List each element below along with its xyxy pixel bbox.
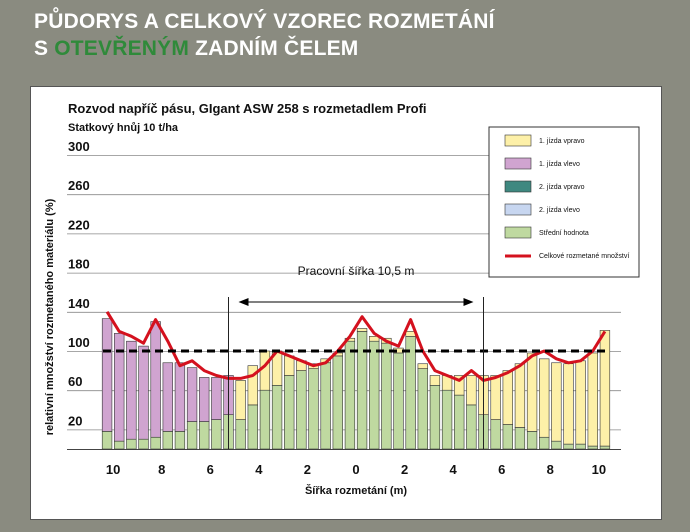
bar-jizda1_vpravo <box>357 328 367 331</box>
bar-stredni <box>600 446 610 449</box>
x-tick-label: 2 <box>303 462 312 477</box>
arrow-left-head <box>239 298 249 306</box>
chart-title: Rozvod napříč pásu, GIgant ASW 258 s rozmetadlem Profi <box>68 101 427 116</box>
bar-jizda1_vpravo <box>503 371 513 425</box>
y-tick-label: 140 <box>68 295 90 311</box>
x-tick-label: 10 <box>591 462 607 477</box>
bar-stredni <box>491 420 501 449</box>
bar-stredni <box>199 422 209 449</box>
legend-label: 2. jízda vpravo <box>539 184 585 191</box>
bar-jizda1_vpravo <box>552 363 562 441</box>
x-tick-labels <box>106 462 606 477</box>
bar-stredni <box>564 444 574 449</box>
bar-jizda1_vpravo <box>430 376 440 386</box>
heading-line-2-suffix: ZADNÍM ČELEM <box>189 37 359 60</box>
bar-jizda1_vpravo <box>600 330 610 446</box>
x-tick-label: 4 <box>449 462 457 477</box>
bar-jizda1_vlevo <box>187 368 197 422</box>
x-tick-label: 2 <box>400 462 409 477</box>
x-tick-label: 10 <box>105 462 121 477</box>
legend-label: Střední hodnota <box>539 230 589 237</box>
bar-stredni <box>272 385 282 449</box>
y-tick-label: 220 <box>68 217 90 233</box>
bar-jizda1_vlevo <box>151 322 161 438</box>
bar-jizda1_vlevo <box>102 319 112 432</box>
heading-line-1: PŮDORYS A CELKOVÝ VZOREC ROZMETÁNÍ <box>34 10 495 33</box>
bar-jizda1_vlevo <box>199 377 209 421</box>
bar-jizda1_vlevo <box>127 341 137 439</box>
bar-stredni <box>248 405 258 449</box>
bar-jizda1_vpravo <box>527 353 537 431</box>
chart-subtitle: Statkový hnůj 10 t/ha <box>68 122 179 134</box>
bar-stredni <box>539 437 549 449</box>
bar-stredni <box>163 431 173 449</box>
bar-jizda1_vpravo <box>260 351 270 390</box>
legend-label: 1. jízda vlevo <box>539 161 580 168</box>
bar-stredni <box>236 420 246 449</box>
x-tick-label: 8 <box>546 462 554 477</box>
y-tick-label: 100 <box>68 335 90 350</box>
y-tick-label: 60 <box>68 374 83 390</box>
bar-stredni <box>357 331 367 449</box>
bar-stredni <box>588 446 598 449</box>
legend-swatch-jizda1_vpravo <box>505 135 531 146</box>
x-axis-label: Šířka rozmetání (m) <box>304 485 408 497</box>
legend-swatch-jizda2_vpravo <box>505 181 531 192</box>
bar-jizda1_vlevo <box>139 346 149 439</box>
bar-jizda1_vpravo <box>588 353 598 446</box>
heading-line-2 <box>34 35 495 62</box>
legend-label: Celkové rozmetané množství <box>539 253 630 260</box>
bar-stredni <box>382 343 392 449</box>
bar-stredni <box>114 441 124 449</box>
bar-stredni <box>576 444 586 449</box>
bar-jizda1_vpravo <box>576 361 586 444</box>
bar-stredni <box>503 425 513 450</box>
working-width-label: Pracovní šířka 10,5 m <box>297 264 415 278</box>
heading-line-2-prefix: S <box>34 37 55 60</box>
bar-stredni <box>151 437 161 449</box>
bar-stredni <box>102 431 112 449</box>
bar-jizda1_vpravo <box>515 364 525 428</box>
bar-stredni <box>345 341 355 449</box>
bar-stredni <box>406 336 416 449</box>
bar-stredni <box>309 369 319 449</box>
bar-stredni <box>442 390 452 449</box>
bar-stredni <box>260 390 270 449</box>
bar-jizda1_vlevo <box>175 363 185 432</box>
bar-jizda1_vpravo <box>467 376 477 405</box>
bar-stredni <box>127 439 137 449</box>
legend-label: 1. jízda vpravo <box>539 138 585 145</box>
bar-stredni <box>369 341 379 449</box>
x-tick-label: 6 <box>206 462 214 477</box>
bar-jizda1_vlevo <box>212 377 222 419</box>
spread-pattern-chart <box>31 87 661 519</box>
bar-jizda1_vpravo <box>236 380 246 419</box>
bar-stredni <box>297 371 307 449</box>
legend <box>489 127 639 277</box>
legend-swatch-jizda2_vlevo <box>505 204 531 215</box>
bar-jizda1_vpravo <box>564 364 574 444</box>
bar-stredni <box>284 376 294 450</box>
bar-stredni <box>515 427 525 449</box>
bar-stredni <box>527 431 537 449</box>
arrow-right-head <box>464 298 474 306</box>
bar-jizda1_vpravo <box>418 364 428 369</box>
bar-stredni <box>175 431 185 449</box>
x-tick-label: 6 <box>498 462 506 477</box>
bar-stredni <box>212 420 222 449</box>
bar-stredni <box>139 439 149 449</box>
x-tick-label: 0 <box>352 462 360 477</box>
y-tick-label: 180 <box>68 256 90 272</box>
bar-stredni <box>467 405 477 449</box>
chart-panel <box>30 86 662 520</box>
bar-jizda1_vlevo <box>163 363 173 432</box>
y-tick-labels <box>68 139 90 428</box>
legend-swatch-stredni <box>505 227 531 238</box>
x-tick-label: 8 <box>158 462 166 477</box>
bar-stredni <box>552 441 562 449</box>
legend-swatch-jizda1_vlevo <box>505 158 531 169</box>
bar-stredni <box>394 353 404 449</box>
bar-jizda1_vpravo <box>491 376 501 420</box>
bar-stredni <box>321 363 331 449</box>
heading-highlight: OTEVŘENÝM <box>54 37 190 60</box>
page-heading <box>34 8 495 62</box>
bar-stredni <box>454 395 464 449</box>
legend-label: 2. jízda vlevo <box>539 207 580 214</box>
bar-jizda1_vpravo <box>539 359 549 437</box>
y-tick-label: 20 <box>68 413 83 429</box>
bars <box>102 319 610 449</box>
bar-stredni <box>418 369 428 449</box>
bar-stredni <box>333 356 343 449</box>
x-tick-label: 4 <box>255 462 263 477</box>
y-tick-label: 300 <box>68 139 90 154</box>
y-tick-label: 260 <box>68 178 90 194</box>
y-axis-label: relativní množství rozmetaného materiálu (%) <box>44 198 56 436</box>
bar-stredni <box>187 422 197 449</box>
bar-stredni <box>430 385 440 449</box>
